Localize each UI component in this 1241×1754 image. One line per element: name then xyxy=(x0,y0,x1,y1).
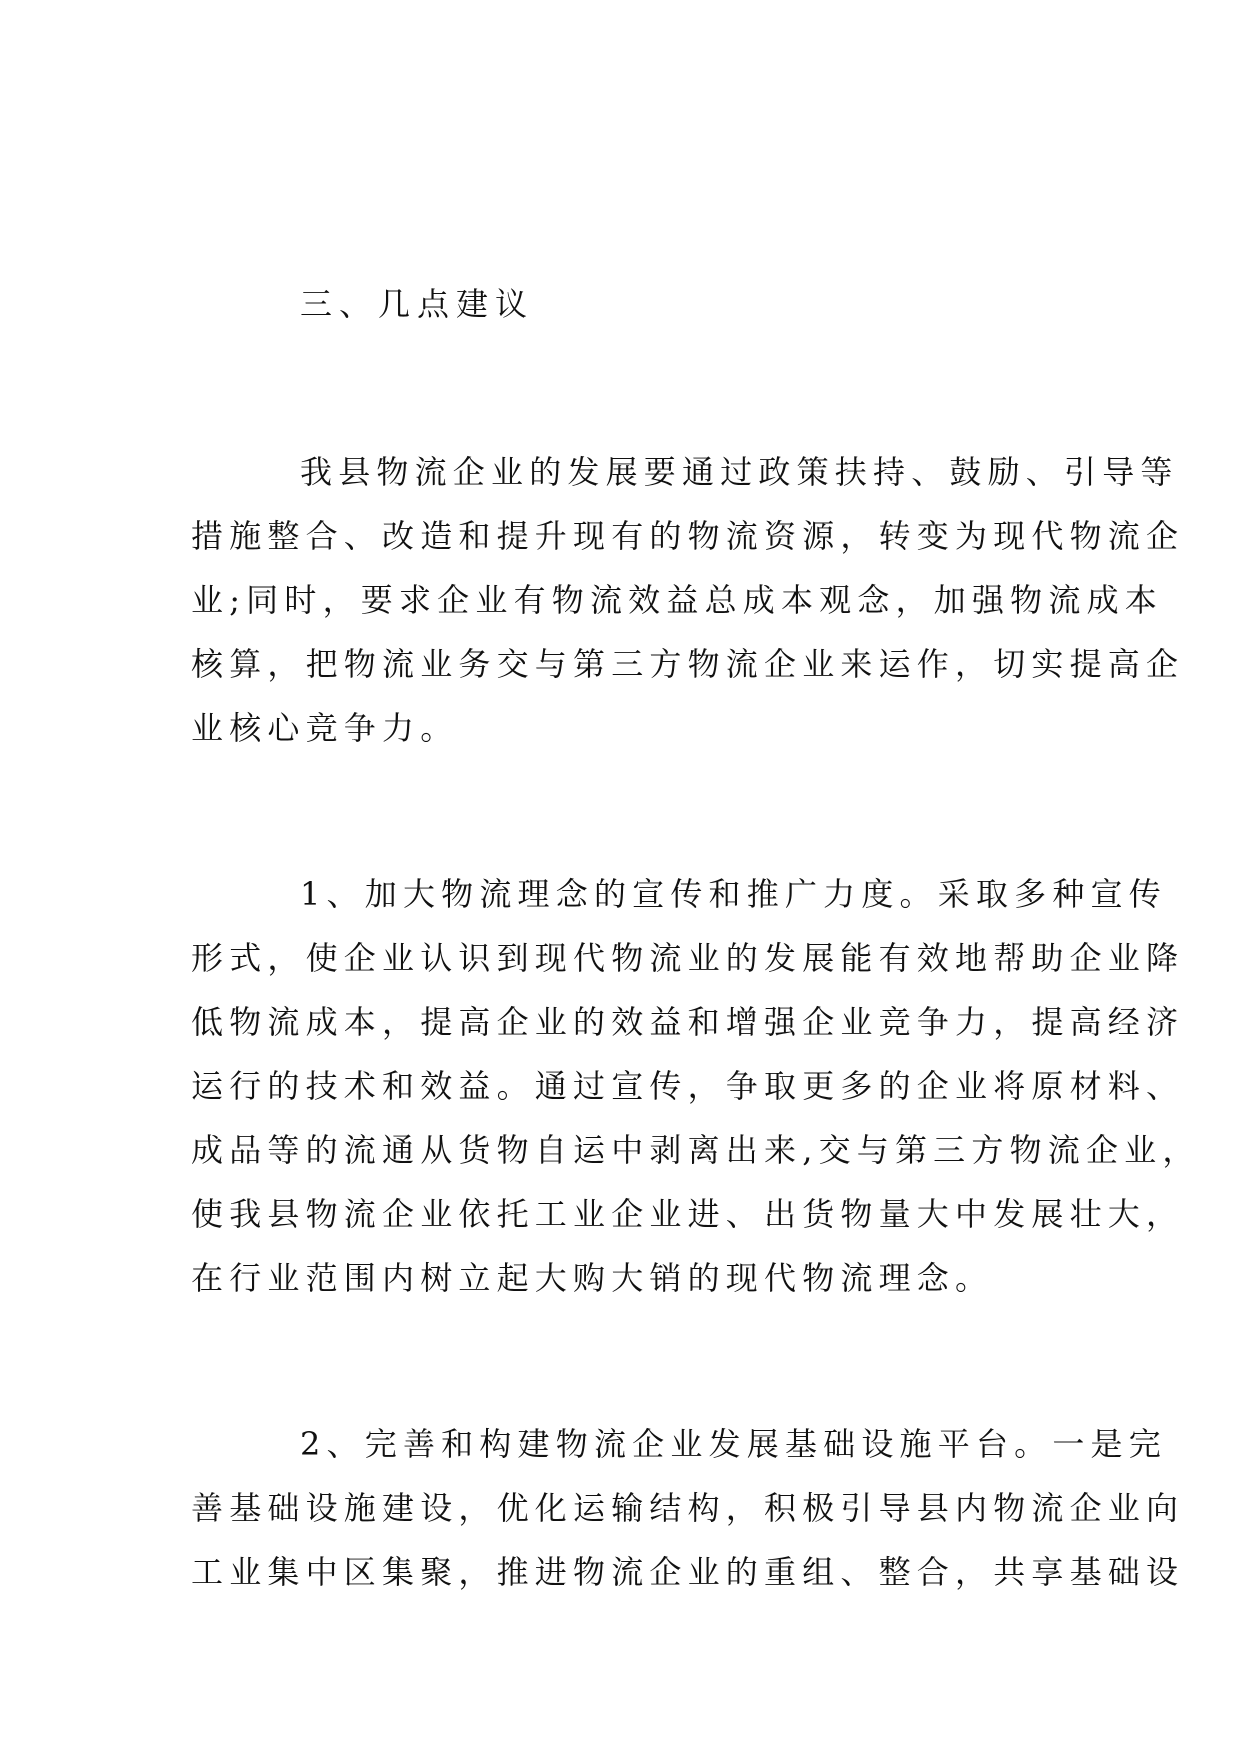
paragraph-line: 业核心竞争力。 xyxy=(191,709,459,747)
paragraph-line: 形式，使企业认识到现代物流业的发展能有效地帮助企业降 xyxy=(191,939,1185,977)
paragraph-line: 我县物流企业的发展要通过政策扶持、鼓励、引导等 xyxy=(300,453,1179,491)
paragraph-line: 运行的技术和效益。通过宣传，争取更多的企业将原材料、 xyxy=(191,1067,1185,1105)
paragraph-line: 1、加大物流理念的宣传和推广力度。采取多种宣传 xyxy=(300,875,1167,913)
paragraph-line: 业;同时，要求企业有物流效益总成本观念，加强物流成本 xyxy=(191,581,1163,619)
paragraph-line: 工业集中区集聚，推进物流企业的重组、整合，共享基础设 xyxy=(191,1553,1185,1591)
paragraph-line: 成品等的流通从货物自运中剥离出来,交与第三方物流企业， xyxy=(191,1131,1201,1169)
paragraph-line: 在行业范围内树立起大购大销的现代物流理念。 xyxy=(191,1259,994,1297)
paragraph-line: 使我县物流企业依托工业企业进、出货物量大中发展壮大， xyxy=(191,1195,1185,1233)
paragraph-line: 措施整合、改造和提升现有的物流资源，转变为现代物流企 xyxy=(191,517,1185,555)
section-heading: 三、几点建议 xyxy=(300,285,535,323)
paragraph-line: 低物流成本，提高企业的效益和增强企业竞争力，提高经济 xyxy=(191,1003,1185,1041)
paragraph-line: 善基础设施建设，优化运输结构，积极引导县内物流企业向 xyxy=(191,1489,1185,1527)
paragraph-line: 2、完善和构建物流企业发展基础设施平台。一是完 xyxy=(300,1425,1167,1463)
paragraph-line: 核算，把物流业务交与第三方物流企业来运作，切实提高企 xyxy=(191,645,1185,683)
